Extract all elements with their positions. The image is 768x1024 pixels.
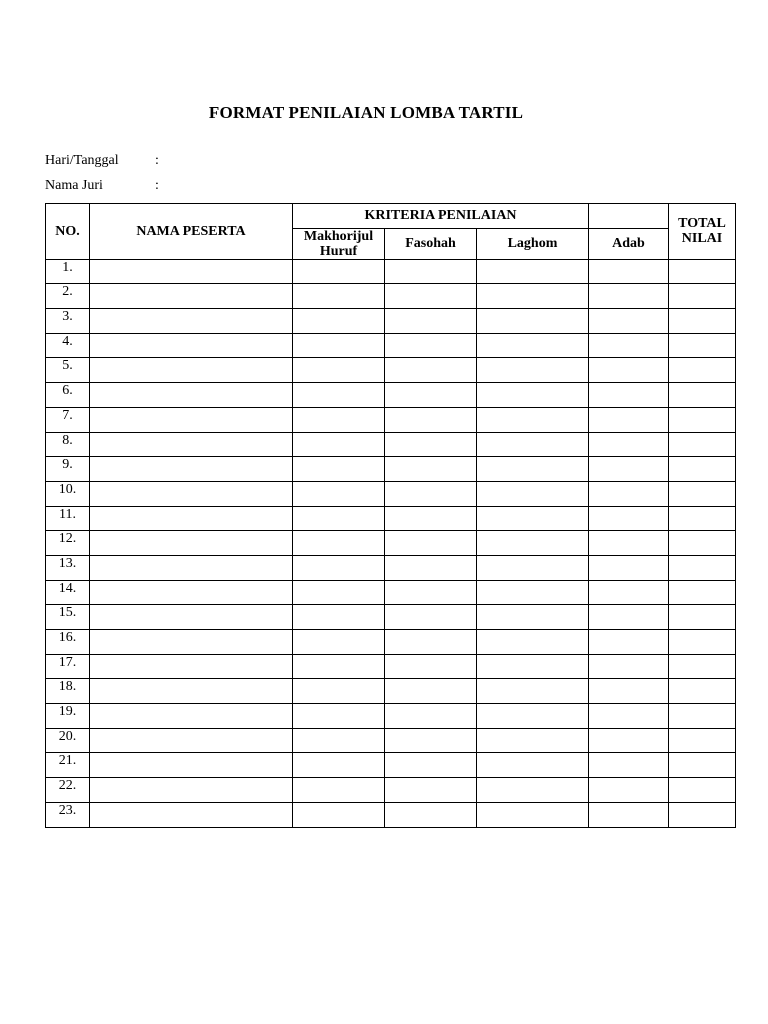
laghom-cell[interactable] (477, 704, 589, 729)
laghom-cell[interactable] (477, 309, 589, 334)
adab-cell[interactable] (589, 506, 669, 531)
row-number: 13. (46, 555, 90, 580)
table-row (46, 630, 736, 655)
hari-tanggal-colon: : (155, 153, 159, 168)
table-row (46, 284, 736, 309)
adab-cell[interactable] (589, 407, 669, 432)
adab-cell[interactable] (589, 432, 669, 457)
row-number: 4. (46, 333, 90, 358)
nama-peserta-cell[interactable] (90, 679, 293, 704)
fasohah-cell[interactable] (385, 531, 477, 556)
makhorijul-cell[interactable] (293, 630, 385, 655)
hari-tanggal-field (45, 153, 159, 169)
total-nilai-cell[interactable] (669, 778, 736, 803)
table-row (46, 605, 736, 630)
fasohah-cell[interactable] (385, 728, 477, 753)
nama-peserta-cell[interactable] (90, 259, 293, 284)
adab-cell[interactable] (589, 802, 669, 827)
table-row (46, 333, 736, 358)
nama-juri-colon: : (155, 178, 159, 193)
table-row (46, 259, 736, 284)
adab-cell[interactable] (589, 753, 669, 778)
total-nilai-cell[interactable] (669, 481, 736, 506)
makhorijul-cell[interactable] (293, 580, 385, 605)
total-nilai-cell[interactable] (669, 457, 736, 482)
score-table (45, 203, 736, 828)
total-nilai-cell[interactable] (669, 728, 736, 753)
table-row (46, 555, 736, 580)
adab-cell[interactable] (589, 704, 669, 729)
score-table-body (46, 259, 736, 827)
fasohah-cell[interactable] (385, 778, 477, 803)
fasohah-cell[interactable] (385, 457, 477, 482)
laghom-cell[interactable] (477, 506, 589, 531)
row-number: 19. (46, 704, 90, 729)
adab-cell[interactable] (589, 778, 669, 803)
nama-peserta-cell[interactable] (90, 753, 293, 778)
row-number: 16. (46, 630, 90, 655)
laghom-cell[interactable] (477, 432, 589, 457)
makhorijul-cell[interactable] (293, 309, 385, 334)
total-nilai-cell[interactable] (669, 259, 736, 284)
header-total-nilai: TOTAL NILAI (669, 204, 736, 260)
laghom-cell[interactable] (477, 358, 589, 383)
row-number: 18. (46, 679, 90, 704)
total-nilai-cell[interactable] (669, 630, 736, 655)
total-nilai-cell[interactable] (669, 802, 736, 827)
row-number: 22. (46, 778, 90, 803)
adab-cell[interactable] (589, 555, 669, 580)
row-number: 8. (46, 432, 90, 457)
fasohah-cell[interactable] (385, 432, 477, 457)
laghom-cell[interactable] (477, 728, 589, 753)
fasohah-cell[interactable] (385, 407, 477, 432)
total-nilai-cell[interactable] (669, 407, 736, 432)
table-row (46, 753, 736, 778)
row-number: 7. (46, 407, 90, 432)
makhorijul-cell[interactable] (293, 481, 385, 506)
page-title: FORMAT PENILAIAN LOMBA TARTIL (208, 103, 524, 122)
row-number: 5. (46, 358, 90, 383)
adab-cell[interactable] (589, 333, 669, 358)
table-row (46, 432, 736, 457)
row-number: 12. (46, 531, 90, 556)
nama-peserta-cell[interactable] (90, 654, 293, 679)
total-nilai-cell[interactable] (669, 383, 736, 408)
nama-peserta-cell[interactable] (90, 630, 293, 655)
table-row (46, 358, 736, 383)
fasohah-cell[interactable] (385, 802, 477, 827)
adab-cell[interactable] (589, 259, 669, 284)
header-kriteria-penilaian: KRITERIA PENILAIAN (293, 204, 589, 229)
row-number: 21. (46, 753, 90, 778)
nama-juri-label: Nama Juri (45, 178, 103, 193)
hari-tanggal-label: Hari/Tanggal (45, 153, 119, 168)
table-row (46, 728, 736, 753)
laghom-cell[interactable] (477, 531, 589, 556)
adab-cell[interactable] (589, 605, 669, 630)
total-nilai-cell[interactable] (669, 531, 736, 556)
total-nilai-cell[interactable] (669, 432, 736, 457)
row-number: 23. (46, 802, 90, 827)
fasohah-cell[interactable] (385, 333, 477, 358)
laghom-cell[interactable] (477, 383, 589, 408)
header-fasohah: Fasohah (385, 228, 477, 259)
nama-peserta-cell[interactable] (90, 531, 293, 556)
total-nilai-cell[interactable] (669, 753, 736, 778)
fasohah-cell[interactable] (385, 481, 477, 506)
header-makhorijul-huruf: Makhorijul Huruf (293, 228, 385, 259)
fasohah-cell[interactable] (385, 358, 477, 383)
header-laghom: Laghom (477, 228, 589, 259)
header-nama-peserta: NAMA PESERTA (90, 204, 293, 260)
fasohah-cell[interactable] (385, 704, 477, 729)
table-row (46, 679, 736, 704)
makhorijul-cell[interactable] (293, 555, 385, 580)
laghom-cell[interactable] (477, 457, 589, 482)
fasohah-cell[interactable] (385, 605, 477, 630)
makhorijul-cell[interactable] (293, 358, 385, 383)
laghom-cell[interactable] (477, 778, 589, 803)
nama-peserta-cell[interactable] (90, 432, 293, 457)
makhorijul-cell[interactable] (293, 407, 385, 432)
table-row (46, 654, 736, 679)
total-nilai-cell[interactable] (669, 358, 736, 383)
table-row (46, 383, 736, 408)
fasohah-cell[interactable] (385, 679, 477, 704)
fasohah-cell[interactable] (385, 383, 477, 408)
table-row (46, 778, 736, 803)
total-nilai-cell[interactable] (669, 580, 736, 605)
nama-peserta-cell[interactable] (90, 407, 293, 432)
adab-cell[interactable] (589, 630, 669, 655)
total-nilai-cell[interactable] (669, 704, 736, 729)
fasohah-cell[interactable] (385, 630, 477, 655)
laghom-cell[interactable] (477, 605, 589, 630)
fasohah-cell[interactable] (385, 654, 477, 679)
adab-cell[interactable] (589, 457, 669, 482)
laghom-cell[interactable] (477, 481, 589, 506)
adab-cell[interactable] (589, 284, 669, 309)
nama-peserta-cell[interactable] (90, 309, 293, 334)
fasohah-cell[interactable] (385, 506, 477, 531)
total-nilai-cell[interactable] (669, 654, 736, 679)
adab-cell[interactable] (589, 481, 669, 506)
makhorijul-cell[interactable] (293, 457, 385, 482)
adab-cell[interactable] (589, 309, 669, 334)
laghom-cell[interactable] (477, 630, 589, 655)
makhorijul-cell[interactable] (293, 753, 385, 778)
nama-peserta-cell[interactable] (90, 358, 293, 383)
makhorijul-cell[interactable] (293, 654, 385, 679)
makhorijul-cell[interactable] (293, 778, 385, 803)
makhorijul-cell[interactable] (293, 259, 385, 284)
adab-cell[interactable] (589, 679, 669, 704)
laghom-cell[interactable] (477, 284, 589, 309)
fasohah-cell[interactable] (385, 259, 477, 284)
nama-juri-field (45, 178, 159, 194)
fasohah-cell[interactable] (385, 284, 477, 309)
nama-peserta-cell[interactable] (90, 555, 293, 580)
nama-peserta-cell[interactable] (90, 728, 293, 753)
nama-peserta-cell[interactable] (90, 383, 293, 408)
makhorijul-cell[interactable] (293, 506, 385, 531)
row-number: 20. (46, 728, 90, 753)
adab-cell[interactable] (589, 728, 669, 753)
fasohah-cell[interactable] (385, 753, 477, 778)
total-nilai-cell[interactable] (669, 309, 736, 334)
table-row (46, 704, 736, 729)
makhorijul-cell[interactable] (293, 704, 385, 729)
total-nilai-cell[interactable] (669, 679, 736, 704)
makhorijul-cell[interactable] (293, 605, 385, 630)
nama-peserta-cell[interactable] (90, 704, 293, 729)
makhorijul-cell[interactable] (293, 802, 385, 827)
table-row (46, 506, 736, 531)
total-nilai-cell[interactable] (669, 605, 736, 630)
makhorijul-cell[interactable] (293, 531, 385, 556)
row-number: 3. (46, 309, 90, 334)
laghom-cell[interactable] (477, 555, 589, 580)
fasohah-cell[interactable] (385, 580, 477, 605)
table-row (46, 802, 736, 827)
table-row (46, 407, 736, 432)
fasohah-cell[interactable] (385, 309, 477, 334)
nama-peserta-cell[interactable] (90, 284, 293, 309)
nama-peserta-cell[interactable] (90, 333, 293, 358)
row-number: 6. (46, 383, 90, 408)
adab-cell[interactable] (589, 531, 669, 556)
header-adab: Adab (589, 228, 669, 259)
adab-cell[interactable] (589, 383, 669, 408)
laghom-cell[interactable] (477, 753, 589, 778)
nama-peserta-cell[interactable] (90, 457, 293, 482)
row-number: 2. (46, 284, 90, 309)
row-number: 14. (46, 580, 90, 605)
laghom-cell[interactable] (477, 580, 589, 605)
makhorijul-cell[interactable] (293, 284, 385, 309)
nama-peserta-cell[interactable] (90, 580, 293, 605)
makhorijul-cell[interactable] (293, 679, 385, 704)
makhorijul-cell[interactable] (293, 432, 385, 457)
row-number: 15. (46, 605, 90, 630)
table-row (46, 580, 736, 605)
adab-cell[interactable] (589, 358, 669, 383)
adab-cell[interactable] (589, 580, 669, 605)
laghom-cell[interactable] (477, 259, 589, 284)
nama-peserta-cell[interactable] (90, 802, 293, 827)
row-number: 1. (46, 259, 90, 284)
table-row (46, 481, 736, 506)
nama-peserta-cell[interactable] (90, 605, 293, 630)
row-number: 10. (46, 481, 90, 506)
makhorijul-cell[interactable] (293, 728, 385, 753)
total-nilai-cell[interactable] (669, 333, 736, 358)
makhorijul-cell[interactable] (293, 333, 385, 358)
adab-cell[interactable] (589, 654, 669, 679)
table-row (46, 531, 736, 556)
laghom-cell[interactable] (477, 333, 589, 358)
laghom-cell[interactable] (477, 679, 589, 704)
row-number: 9. (46, 457, 90, 482)
laghom-cell[interactable] (477, 802, 589, 827)
total-nilai-cell[interactable] (669, 284, 736, 309)
nama-peserta-cell[interactable] (90, 778, 293, 803)
nama-peserta-cell[interactable] (90, 506, 293, 531)
fasohah-cell[interactable] (385, 555, 477, 580)
makhorijul-cell[interactable] (293, 383, 385, 408)
table-row (46, 457, 736, 482)
header-no: NO. (46, 204, 90, 260)
table-row (46, 309, 736, 334)
laghom-cell[interactable] (477, 654, 589, 679)
nama-peserta-cell[interactable] (90, 481, 293, 506)
row-number: 11. (46, 506, 90, 531)
total-nilai-cell[interactable] (669, 506, 736, 531)
total-nilai-cell[interactable] (669, 555, 736, 580)
header-blank (589, 204, 669, 229)
row-number: 17. (46, 654, 90, 679)
laghom-cell[interactable] (477, 407, 589, 432)
